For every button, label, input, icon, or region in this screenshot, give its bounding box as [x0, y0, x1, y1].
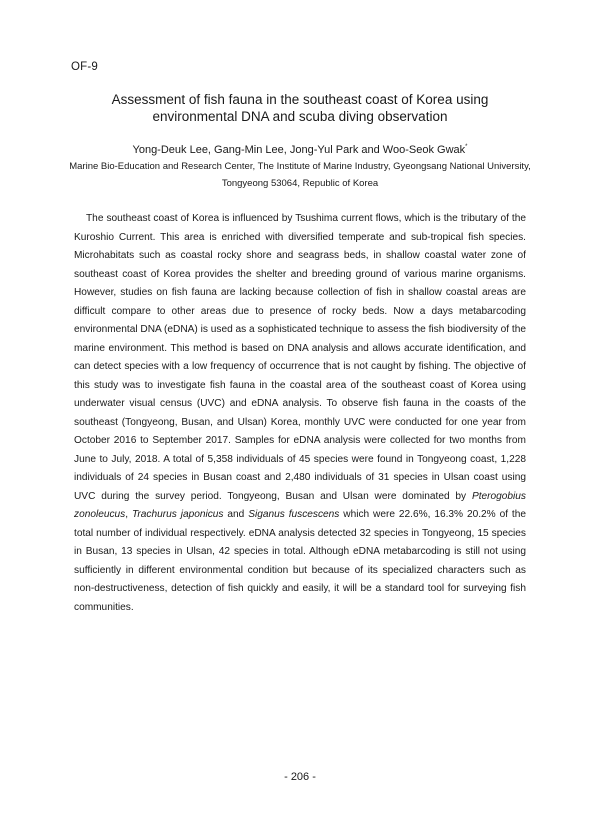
abstract-text-part-2: which were 22.6%, 16.3% 20.2% of the total number of individual respectively. eDNA analysis detected 32 species in Tongyeong, 15 species in Busan, 13 species in Ulsan, 42 species in total. Although eDNA metabarcoding is still not using sufficiently in different environmental condition but because of its specialized characters such as non-destructiveness, detection of fish quickly and easily, it will be a standard tool for surveying fish communities.: [74, 509, 526, 613]
session-code: OF-9: [71, 61, 98, 73]
page-number: - 206 -: [284, 771, 316, 783]
abstract-body: [74, 210, 526, 617]
affiliation-line-2: Tongyeong 53064, Republic of Korea: [221, 178, 379, 189]
species-separator-1: ,: [125, 509, 132, 520]
affiliation: [60, 158, 540, 192]
species-name-2: Trachurus japonicus: [131, 509, 224, 520]
author-list: [60, 140, 540, 157]
author-names: Yong-Deuk Lee, Gang-Min Lee, Jong-Yul Park and Woo-Seok Gwak: [132, 144, 466, 156]
affiliation-line-1: Marine Bio-Education and Research Center, The Institute of Marine Industry, Gyeongsang National University,: [69, 161, 531, 172]
species-name-3: Siganus fuscescens: [248, 509, 340, 520]
paper-title: [60, 91, 540, 125]
species-name-1: Pterogobius zonoleucus: [74, 490, 526, 520]
title-line-2: environmental DNA and scuba diving observation: [152, 109, 448, 124]
corresponding-author-mark: *: [465, 144, 468, 150]
abstract-text-part-1: The southeast coast of Korea is influenced by Tsushima current flows, which is the tributary of the Kuroshio Current. This area is enriched with diversified temperate and sub-tropical fish species. Microhabitats such as coastal rocky shore and seagrass beds, in shallow coastal water zone of southeast coast of Korea provides the shelter and breeding ground of various marine organisms. However, studies on fish fauna are lacking because collection of fish in shallow coastal areas are difficult compare to other areas due to presence of rocky beds. Now a days metabarcoding environmental DNA (eDNA) is used as a sophisticated technique to assess the fish biodiversity of the marine environment. This method is based on DNA analysis and allows accurate identification, and can detect species with a low frequency of occurrence that is not caught by fishing. The objective of this study was to investigate fish fauna in the coastal area of the southeast coast of Korea using underwater visual census (UVC) and eDNA analysis. To observe fish fauna in the coasts of the southeast (Tongyeong, Busan, and Ulsan) Korea, monthly UVC were conducted for one year from October 2016 to September 2017. Samples for eDNA analysis were collected for two months from June to July, 2018. A total of 5,358 individuals of 45 species were found in Tongyeong coast, 1,228 individuals of 24 species in Busan coast and 2,480 individuals of 31 species in Ulsan coast using UVC during the survey period. Tongyeong, Busan and Ulsan were dominated by: [74, 213, 526, 502]
title-line-1: Assessment of fish fauna in the southeast coast of Korea using: [111, 92, 489, 107]
species-separator-2: and: [223, 509, 249, 520]
